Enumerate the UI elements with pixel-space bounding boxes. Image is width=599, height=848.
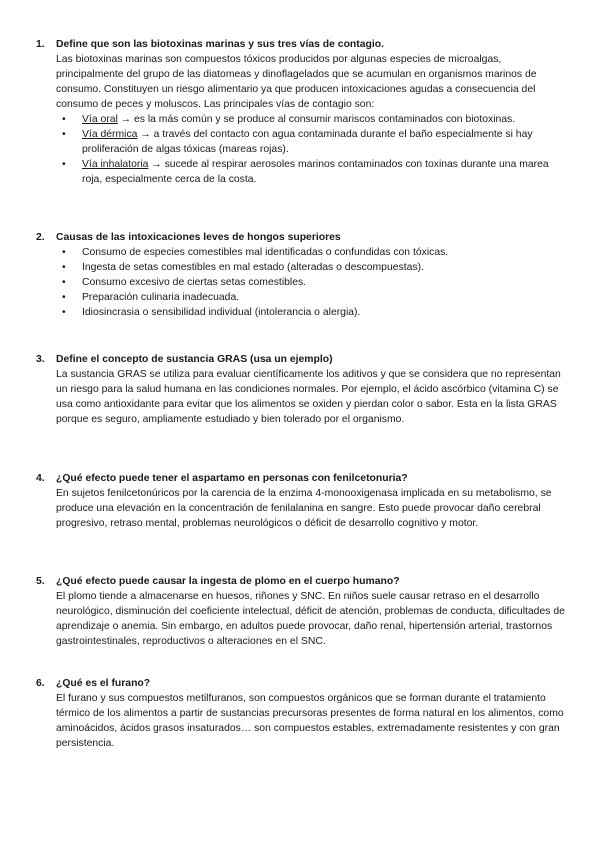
list-item-text: → sucede al respirar aerosoles marinos contaminados con toxinas durante una marea roja, especialmente cerca de la costa. (82, 159, 549, 185)
question-4 (36, 471, 566, 531)
question-5-heading (36, 574, 566, 589)
question-6 (36, 676, 566, 751)
question-4-heading (36, 471, 566, 486)
question-6-title: ¿Qué es el furano? (56, 678, 151, 689)
list-item (56, 275, 566, 290)
list-item-term: Vía oral (82, 114, 118, 125)
list-item-text: → a través del contacto con agua contaminada durante el baño especialmente si hay proliferación de algas tóxicas (mareas rojas). (82, 129, 533, 155)
list-item-text: Idiosincrasia o sensibilidad individual (intolerancia o alergia). (82, 307, 361, 318)
list-item (56, 260, 566, 275)
question-2-heading (36, 230, 566, 245)
bullet-icon: • (62, 129, 66, 140)
question-3-heading (36, 352, 566, 367)
question-5 (36, 574, 566, 649)
list-item-text: → es la más común y se produce al consumir mariscos contaminados con biotoxinas. (117, 114, 516, 125)
question-1-list (36, 112, 566, 187)
question-2-list (36, 245, 566, 320)
question-3-title: Define el concepto de sustancia GRAS (usa un ejemplo) (56, 354, 333, 365)
list-item (56, 127, 566, 157)
question-5-text: El plomo tiende a almacenarse en huesos, riñones y SNC. En niños suele causar retraso en el desarrollo neurológico, disminución del coeficiente intelectual, déficit de atención, problemas de conducta, dificultades de aprendizaje o anemia. Sin embargo, en adultos puede provocar, daño renal, hipertensión arterial, trastornos gastrointestinales, reproductivos o alteraciones en el SNC. (56, 591, 565, 647)
bullet-icon: • (62, 114, 66, 125)
list-item-text: Consumo excesivo de ciertas setas comestibles. (82, 277, 307, 288)
question-1-number: 1. (36, 39, 45, 50)
question-5-number: 5. (36, 576, 45, 587)
question-6-text: El furano y sus compuestos metilfuranos, son compuestos orgánicos que se forman durante el tratamiento térmico de los alimentos a partir de sustancias precursoras presentes de forma natural en los alimentos, como aminoácidos, ácidos grasos insaturados… son compuestos estables, extremadamente resistentes y con gran persistencia. (56, 693, 564, 749)
bullet-icon: • (62, 292, 66, 303)
question-6-heading (36, 676, 566, 691)
list-item-text: Preparación culinaria inadecuada. (82, 292, 240, 303)
question-2-title: Causas de las intoxicaciones leves de hongos superiores (56, 232, 341, 243)
bullet-icon: • (62, 159, 66, 170)
list-item (56, 157, 566, 187)
question-4-title: ¿Qué efecto puede tener el aspartamo en personas con fenilcetonuria? (56, 473, 408, 484)
list-item-text: Ingesta de setas comestibles en mal estado (alteradas o descompuestas). (82, 262, 424, 273)
list-item (56, 245, 566, 260)
list-item-term: Vía inhalatoria (82, 159, 149, 170)
bullet-icon: • (62, 307, 66, 318)
question-3-number: 3. (36, 354, 45, 365)
question-2-number: 2. (36, 232, 45, 243)
question-5-title: ¿Qué efecto puede causar la ingesta de plomo en el cuerpo humano? (56, 576, 400, 587)
list-item-text: Consumo de especies comestibles mal identificadas o confundidas con tóxicas. (82, 247, 449, 258)
question-3 (36, 352, 566, 427)
bullet-icon: • (62, 277, 66, 288)
question-2 (36, 230, 566, 320)
question-1 (36, 37, 566, 187)
list-item (56, 290, 566, 305)
list-item-term: Vía dérmica (82, 129, 138, 140)
question-1-text: Las biotoxinas marinas son compuestos tóxicos producidos por algunas especies de microalgas, principalmente del grupo de las diatomeas y dinoflagelados que se acumulan en organismos marinos de consumo. Constituyen un riesgo alimentario ya que producen intoxicaciones agudas a consecuencia del consumo de peces y moluscos. Las principales vías de contagio son: (56, 54, 537, 110)
question-6-number: 6. (36, 678, 45, 689)
list-item (56, 305, 566, 320)
bullet-icon: • (62, 262, 66, 273)
question-1-title: Define que son las biotoxinas marinas y sus tres vías de contagio. (56, 39, 384, 50)
question-1-heading (36, 37, 566, 52)
question-3-text: La sustancia GRAS se utiliza para evaluar científicamente los aditivos y que se considera que no representan un riesgo para la salud humana en las condiciones normales. Por ejemplo, el ácido ascórbico (vitamina C) se usa como antioxidante para evitar que los alimentos se oxiden y pierdan color o sabor. Esta en la lista GRAS porque es seguro, ampliamente estudiado y bien tolerado por el organismo. (56, 369, 561, 425)
list-item (56, 112, 566, 127)
bullet-icon: • (62, 247, 66, 258)
question-4-text: En sujetos fenilcetonúricos por la carencia de la enzima 4-monooxigenasa implicada en su metabolismo, se produce una elevación en la concentración de fenilalanina en sangre. Esto puede provocar daño cerebral progresivo, retraso mental, problemas neurológicos o déficit de desarrollo cognitivo y motor. (56, 488, 552, 529)
question-4-number: 4. (36, 473, 45, 484)
